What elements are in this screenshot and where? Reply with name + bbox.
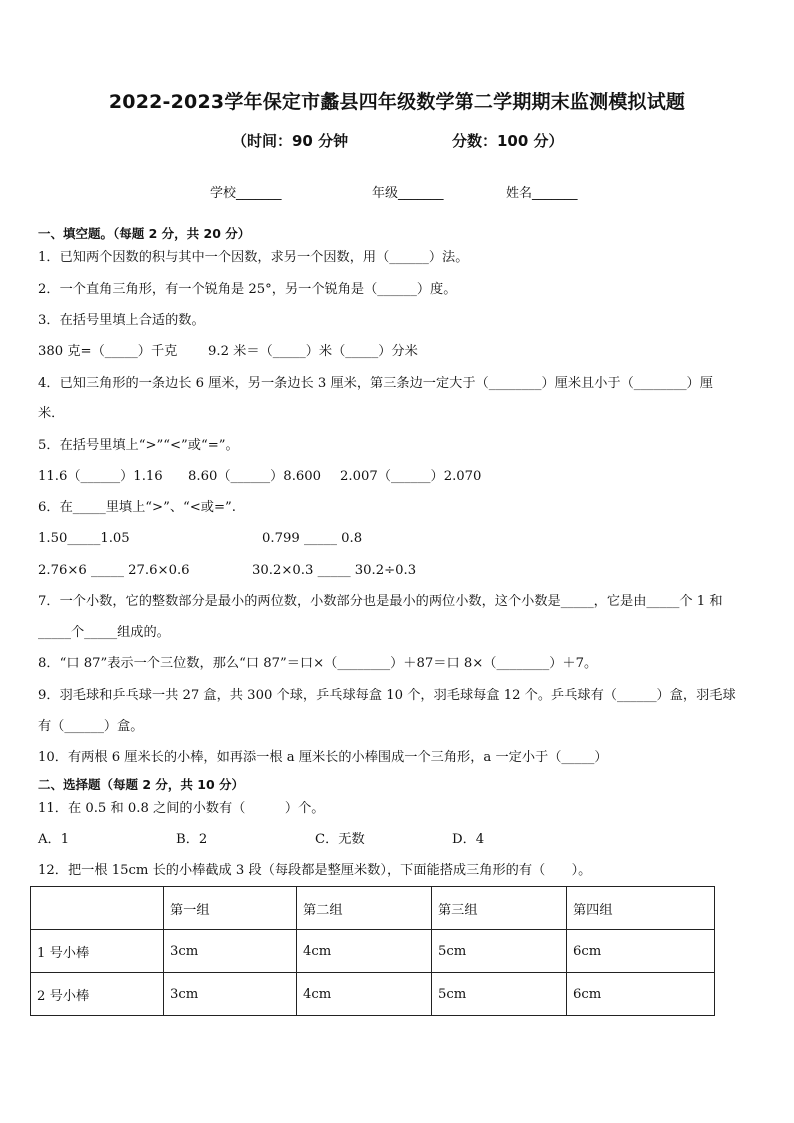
option-a: A．1 [38, 832, 70, 847]
option-b: B．2 [176, 832, 208, 847]
section-heading-fill-in: 一、填空题。（每题 2 分，共 20 分） [38, 226, 251, 241]
table-cell: 3cm [164, 973, 297, 1016]
question-6: 6．在_____里填上“>”、“<或=”. [38, 500, 236, 515]
school-field: 学校_______ [210, 186, 282, 201]
question-5: 5．在括号里填上“>”“<”或“=”。 [38, 438, 239, 453]
question-4-continued: 米． [38, 406, 65, 421]
exam-score: 分数：100 分） [452, 132, 564, 150]
table-row [31, 930, 715, 973]
sticks-table [30, 886, 715, 1016]
table-header-cell: 第四组 [567, 887, 715, 930]
question-11: 11．在 0.5 和 0.8 之间的小数有（ ）个。 [38, 801, 325, 816]
table-cell: 3cm [164, 930, 297, 973]
question-7-continued: _____个_____组成的。 [38, 625, 170, 640]
table-header-cell: 第二组 [297, 887, 432, 930]
question-9: 9．羽毛球和乒乓球一共 27 盒，共 300 个球，乒乓球每盒 10 个，羽毛球每盒 12 个。乒乓球有（______）盒，羽毛球 [38, 688, 736, 703]
table-header-cell [31, 887, 164, 930]
question-3: 3．在括号里填上合适的数。 [38, 313, 205, 328]
question-7: 7．一个小数，它的整数部分是最小的两位数，小数部分也是最小的两位小数，这个小数是_____，它是由_____个 1 和 [38, 594, 723, 609]
table-cell: 6cm [567, 930, 715, 973]
question-2: 2．一个直角三角形，有一个锐角是 25°，另一个锐角是（______）度。 [38, 282, 457, 297]
question-6-part-c: 2.76×6 _____ 27.6×0.6 [38, 563, 190, 578]
question-5-part-b: 8.60（______）8.600 [188, 469, 322, 484]
question-4: 4．已知三角形的一条边长 6 厘米，另一条边长 3 厘米，第三条边一定大于（________）厘米且小于（________）厘 [38, 376, 713, 391]
table-cell: 5cm [432, 930, 567, 973]
option-c: C．无数 [315, 832, 365, 847]
table-cell: 4cm [297, 930, 432, 973]
grade-field: 年级_______ [372, 186, 444, 201]
table-header-cell: 第一组 [164, 887, 297, 930]
question-12: 12．把一根 15cm 长的小棒截成 3 段（每段都是整厘米数），下面能搭成三角形的有（ ）。 [38, 863, 592, 878]
table-cell: 5cm [432, 973, 567, 1016]
question-5-part-c: 2.007（______）2.070 [340, 469, 482, 484]
question-5-part-a: 11.6（______）1.16 [38, 469, 163, 484]
table-cell: 6cm [567, 973, 715, 1016]
section-heading-multiple-choice: 二、选择题（每题 2 分，共 10 分） [38, 777, 245, 792]
question-3-part-b: 9.2 米＝（_____）米（_____）分米 [208, 344, 418, 359]
question-1: 1．已知两个因数的积与其中一个因数，求另一个因数，用（______）法。 [38, 250, 469, 265]
question-6-part-d: 30.2×0.3 _____ 30.2÷0.3 [252, 563, 417, 578]
exam-time: （时间：90 分钟 [232, 132, 349, 150]
table-cell: 1 号小棒 [31, 930, 164, 973]
question-9-continued: 有（______）盒。 [38, 719, 144, 734]
table-row [31, 973, 715, 1016]
question-6-part-a: 1.50_____1.05 [38, 531, 130, 546]
question-6-part-b: 0.799 _____ 0.8 [262, 531, 363, 546]
question-10: 10．有两根 6 厘米长的小棒，如再添一根 a 厘米长的小棒围成一个三角形，a 一定小于（_____） [38, 750, 608, 765]
question-8: 8．“口 87”表示一个三位数，那么“口 87”＝口×（________）＋87＝口 8×（________）＋7。 [38, 656, 598, 671]
table-header-cell: 第三组 [432, 887, 567, 930]
question-3-part-a: 380 克=（_____）千克 [38, 344, 178, 359]
table-cell: 2 号小棒 [31, 973, 164, 1016]
table-cell: 4cm [297, 973, 432, 1016]
name-field: 姓名_______ [506, 186, 578, 201]
page-title: 2022-2023学年保定市蠡县四年级数学第二学期期末监测模拟试题 [108, 91, 686, 113]
table-header-row [31, 887, 715, 930]
option-d: D．4 [452, 832, 485, 847]
